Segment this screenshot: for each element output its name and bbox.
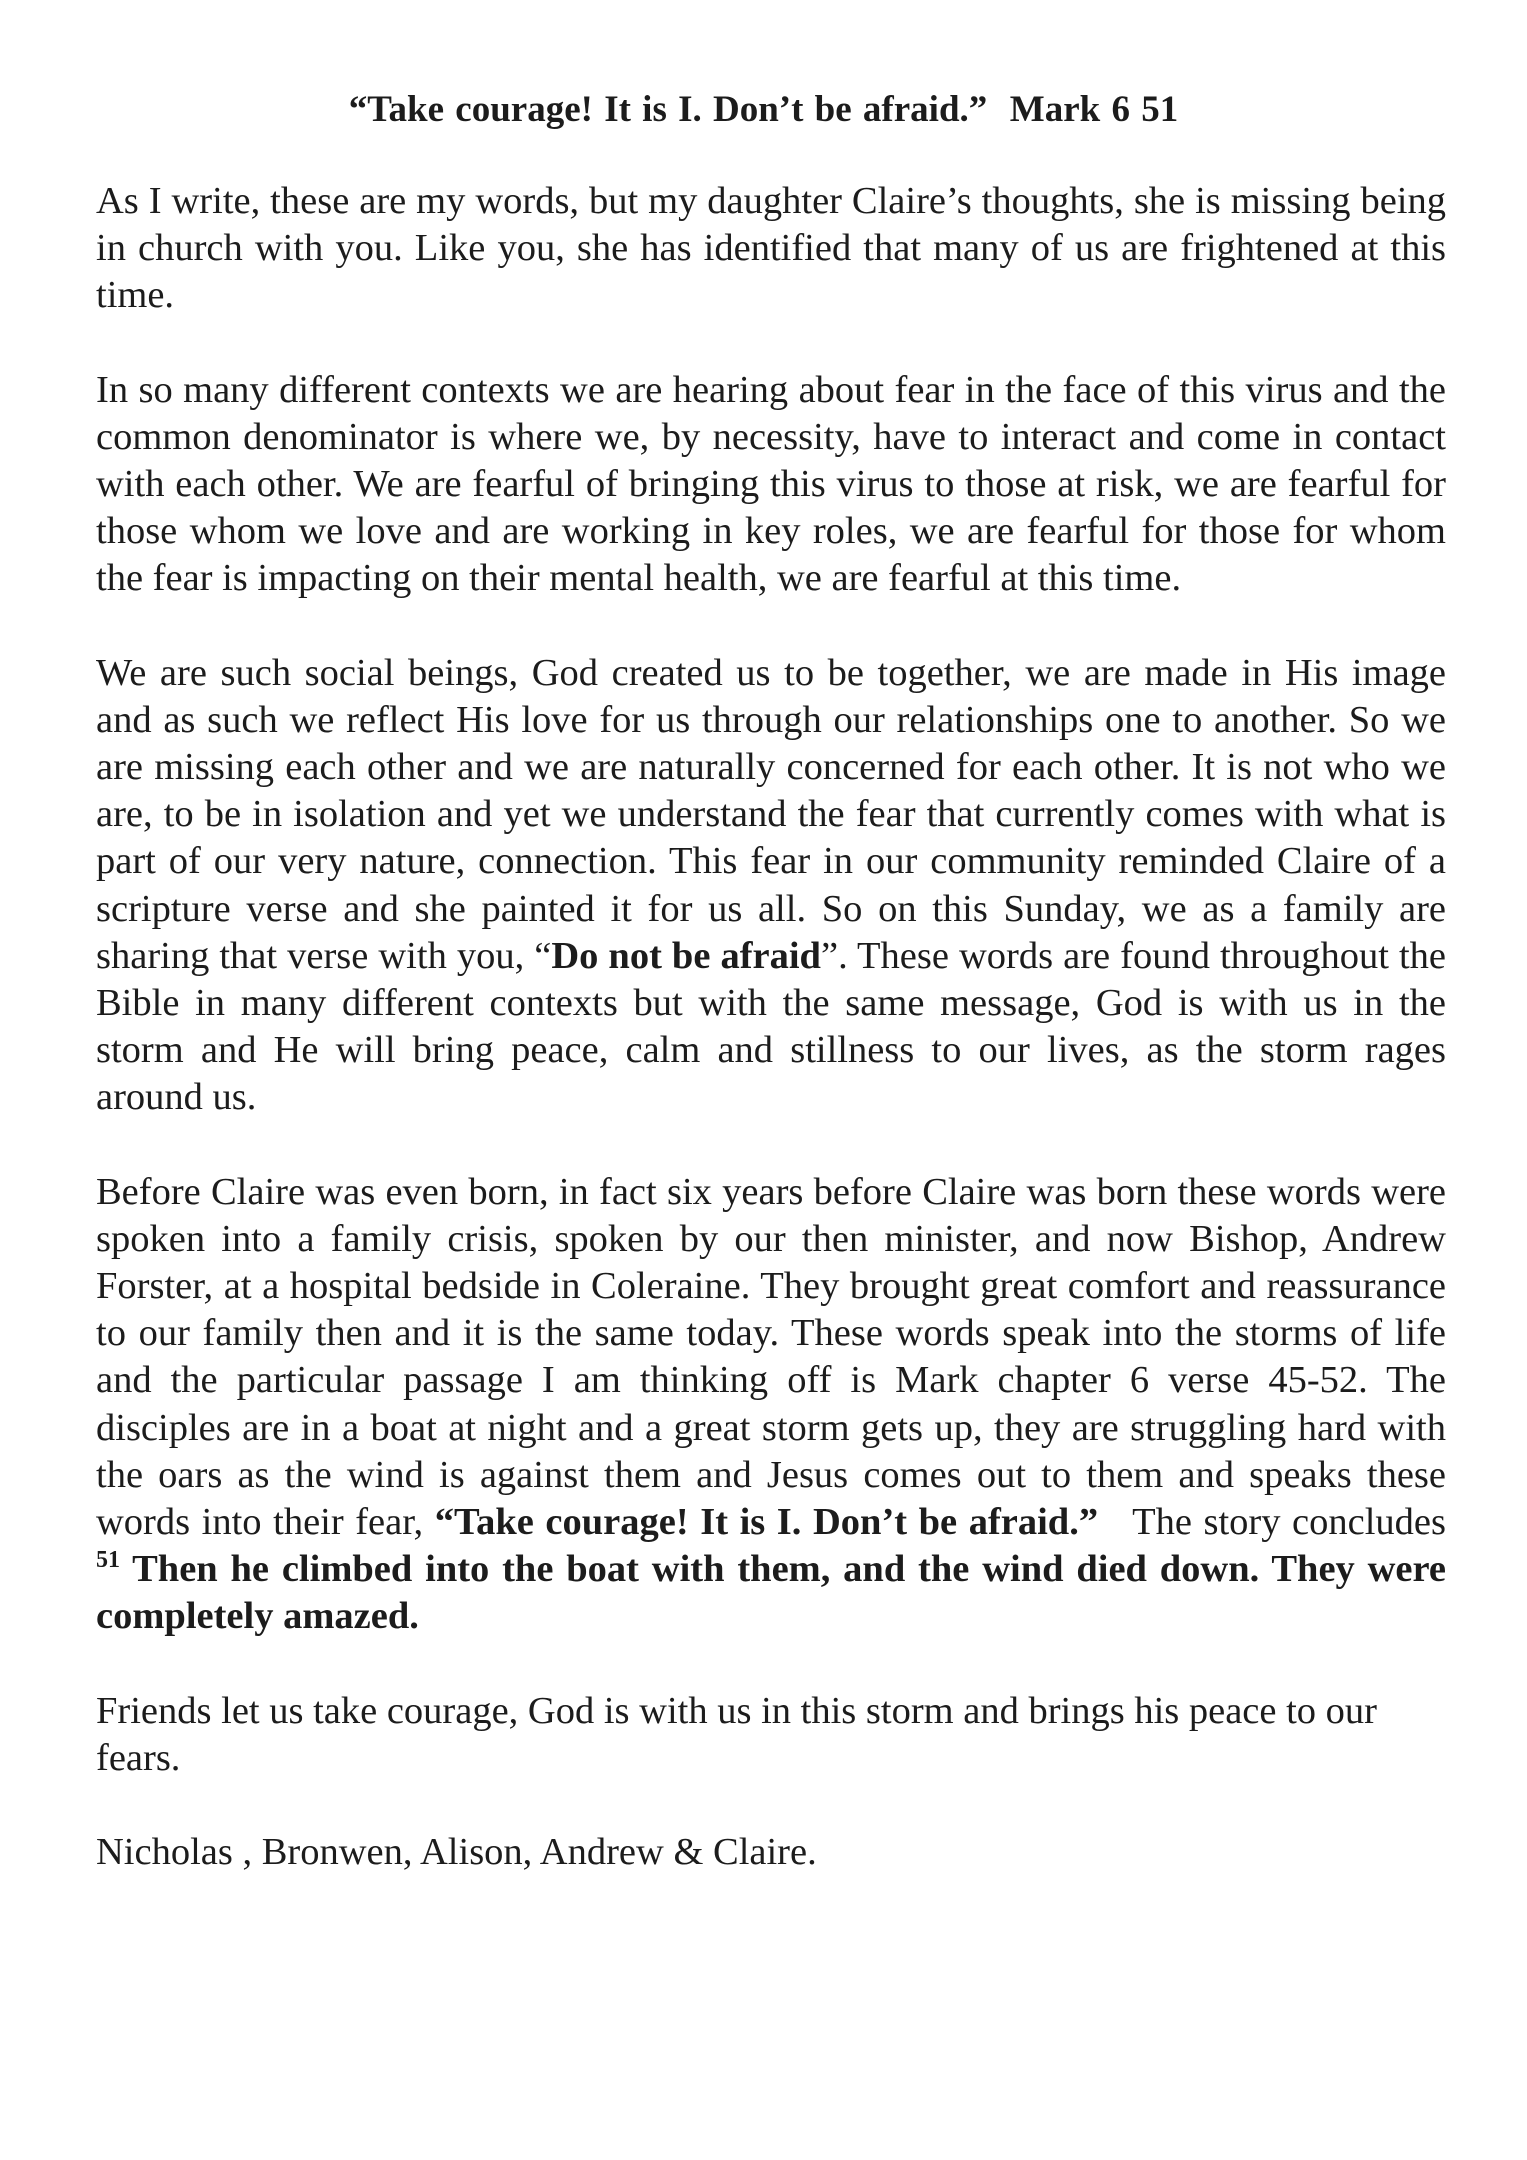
- paragraph-3: [96, 650, 1446, 1122]
- paragraph-5-text: Friends let us take courage, God is with us in this storm and brings his peace to our fears.: [96, 1689, 1377, 1779]
- paragraph-4: [96, 1169, 1456, 1641]
- letter-body: [96, 178, 1456, 1876]
- title-reference: Mark 6 51: [1009, 89, 1179, 130]
- paragraph-5: [96, 1688, 1446, 1782]
- title-quote: “Take courage! It is I. Don’t be afraid.”: [348, 89, 988, 130]
- paragraph-3-text-end: ”. These words are found throughout the Bible in many different contexts but with the same message, God is with us in the storm and He will bring peace, calm and stillness to our lives, as the storm rages around us.: [96, 934, 1446, 1119]
- paragraph-2-text: In so many different contexts we are hearing about fear in the face of this virus and the common denominator is where we, by necessity, have to interact and come in contact with each other. We are fearful of bringing this virus to those at risk, we are fearful for those whom we love and are working in key roles, we are fearful for those for whom the fear is impacting on their mental health, we are fearful at this time.: [96, 368, 1446, 600]
- signature-names: Nicholas , Bronwen, Alison, Andrew & Claire.: [96, 1831, 817, 1874]
- paragraph-3-bold-phrase: Do not be afraid: [551, 934, 821, 977]
- paragraph-1: [96, 178, 1446, 320]
- paragraph-3-text-start: We are such social beings, God created us to be together, we are made in His image and as such we reflect His love for us through our relationships one to another. So we are missing each other and we are naturally concerned for each other. It is not who we are, to be in isolation and yet we understand the fear that currently comes with what is part of our very nature, connection. This fear in our community reminded Claire of a scripture verse and she painted it for us all. So on this Sunday, we as a family are sharing that verse with you, “: [96, 651, 1446, 977]
- paragraph-1-text: As I write, these are my words, but my daughter Claire’s thoughts, she is missing being in church with you. Like you, she has identified that many of us are frightened at this time.: [96, 180, 1446, 317]
- paragraph-4-bold-ending: Then he climbed into the boat with them, and the wind died down. They were completely amazed.: [96, 1548, 1446, 1638]
- verse-number: 51: [96, 1547, 120, 1574]
- paragraph-4-bold-quote: “Take courage! It is I. Don’t be afraid.”: [434, 1501, 1099, 1544]
- paragraph-4-text-middle: The story concludes: [1098, 1501, 1456, 1544]
- signature: [96, 1829, 1446, 1876]
- paragraph-4-text-start: Before Claire was even born, in fact six years before Claire was born these words were spoken into a family crisis, spoken by our then minister, and now Bishop, Andrew Forster, at a hospital bedside in Coleraine. They brought great comfort and reassurance to our family then and it is the same today. These words speak into the storms of life and the particular passage I am thinking off is Mark chapter 6 verse 45-52. The disciples are in a boat at night and a great storm gets up, they are struggling hard with the oars as the wind is against them and Jesus comes out to them and speaks these words into their fear,: [96, 1170, 1446, 1544]
- paragraph-2: [96, 367, 1446, 603]
- page-title: [0, 86, 1527, 134]
